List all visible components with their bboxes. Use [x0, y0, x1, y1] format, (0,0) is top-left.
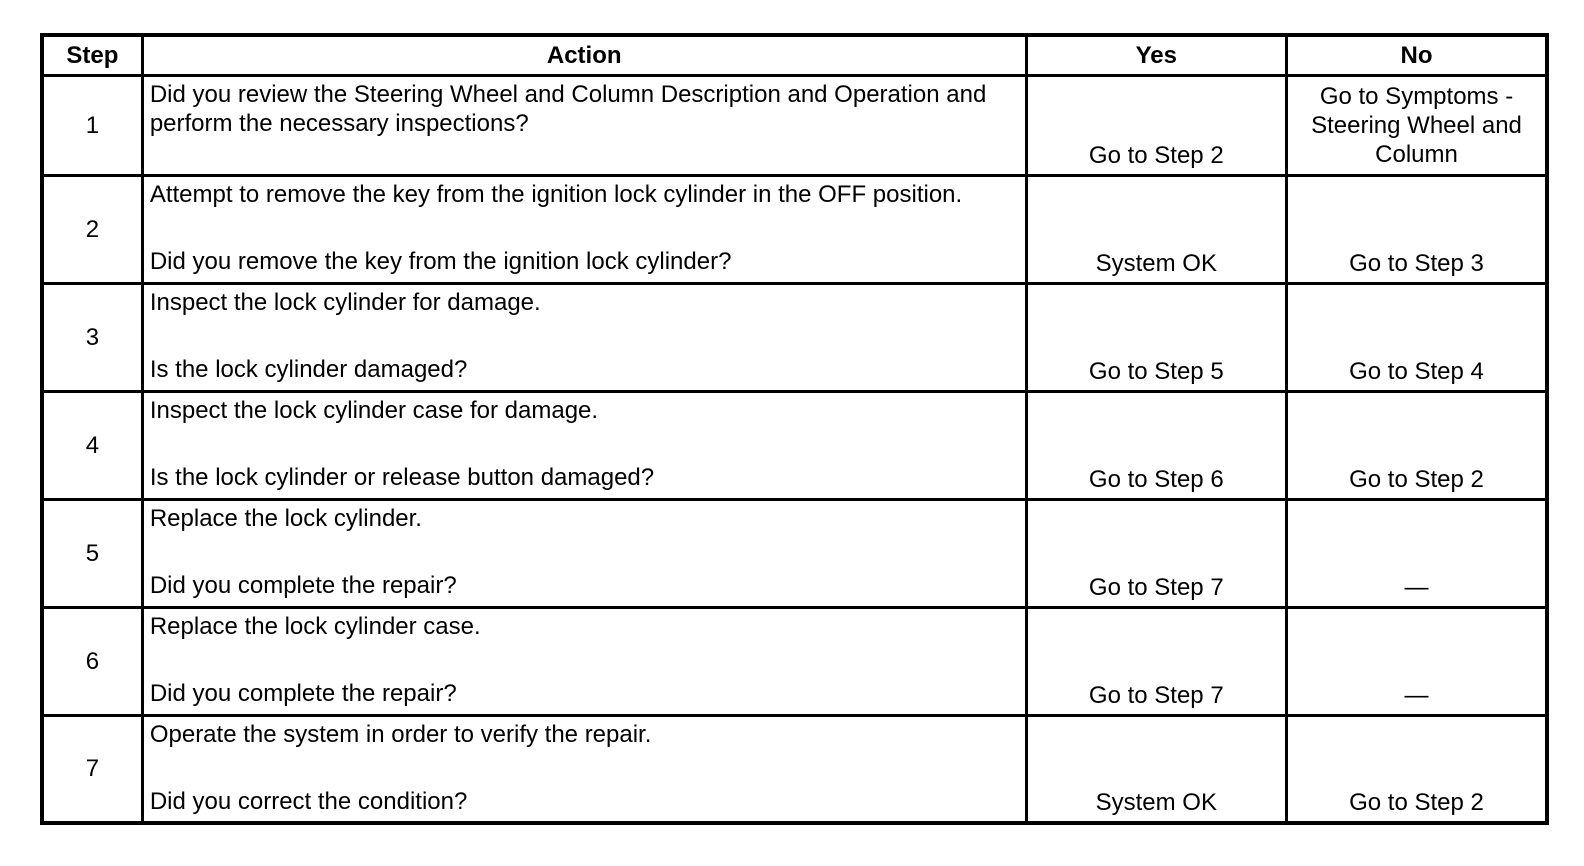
action-cell [142, 499, 1026, 607]
header-step: Step [42, 35, 142, 75]
action-question: Did you complete the repair? [149, 679, 457, 707]
yes-result: Go to Step 7 [1026, 607, 1286, 715]
table-row [42, 175, 1547, 283]
table-row [42, 607, 1547, 715]
step-number: 3 [42, 283, 142, 391]
action-cell [142, 715, 1026, 823]
action-question: Did you correct the condition? [149, 787, 468, 815]
action-instruction: Replace the lock cylinder. [149, 504, 422, 532]
table-row [42, 283, 1547, 391]
step-number: 5 [42, 499, 142, 607]
action-cell [142, 175, 1026, 283]
header-yes: Yes [1026, 35, 1286, 75]
action-instruction: Replace the lock cylinder case. [149, 612, 481, 640]
no-result: Go to Step 2 [1287, 715, 1547, 823]
no-result: Go to Step 3 [1287, 175, 1547, 283]
action-question: Did you complete the repair? [149, 571, 457, 599]
yes-result: System OK [1026, 715, 1286, 823]
table-row [42, 75, 1547, 175]
yes-result: Go to Step 6 [1026, 391, 1286, 499]
header-no: No [1287, 35, 1547, 75]
yes-result: Go to Step 7 [1026, 499, 1286, 607]
action-question: Did you remove the key from the ignition lock cylinder? [149, 247, 732, 275]
step-number: 1 [42, 75, 142, 175]
action-instruction: Inspect the lock cylinder for damage. [149, 288, 541, 316]
action-question: Is the lock cylinder or release button damaged? [149, 463, 655, 491]
no-result: — [1287, 607, 1547, 715]
no-result: Go to Symptoms - Steering Wheel and Column [1287, 75, 1547, 175]
table-header-row [42, 35, 1547, 75]
action-cell [142, 283, 1026, 391]
action-cell [142, 391, 1026, 499]
action-cell [142, 75, 1026, 175]
action-instruction: Inspect the lock cylinder case for damage. [149, 396, 599, 424]
action-instruction: Operate the system in order to verify the repair. [149, 720, 652, 748]
action-text: Did you review the Steering Wheel and Column Description and Operation and perform the necessary inspections? [149, 80, 987, 137]
step-number: 2 [42, 175, 142, 283]
yes-result: Go to Step 5 [1026, 283, 1286, 391]
table-row [42, 391, 1547, 499]
action-cell [142, 607, 1026, 715]
diagnostic-table [40, 33, 1549, 825]
header-action: Action [142, 35, 1026, 75]
step-number: 7 [42, 715, 142, 823]
action-instruction: Attempt to remove the key from the ignition lock cylinder in the OFF position. [149, 180, 963, 208]
table-row [42, 499, 1547, 607]
step-number: 4 [42, 391, 142, 499]
no-result: Go to Step 2 [1287, 391, 1547, 499]
no-result: Go to Step 4 [1287, 283, 1547, 391]
action-question: Is the lock cylinder damaged? [149, 355, 468, 383]
yes-result: System OK [1026, 175, 1286, 283]
yes-result: Go to Step 2 [1026, 75, 1286, 175]
table-row [42, 715, 1547, 823]
no-result: — [1287, 499, 1547, 607]
step-number: 6 [42, 607, 142, 715]
